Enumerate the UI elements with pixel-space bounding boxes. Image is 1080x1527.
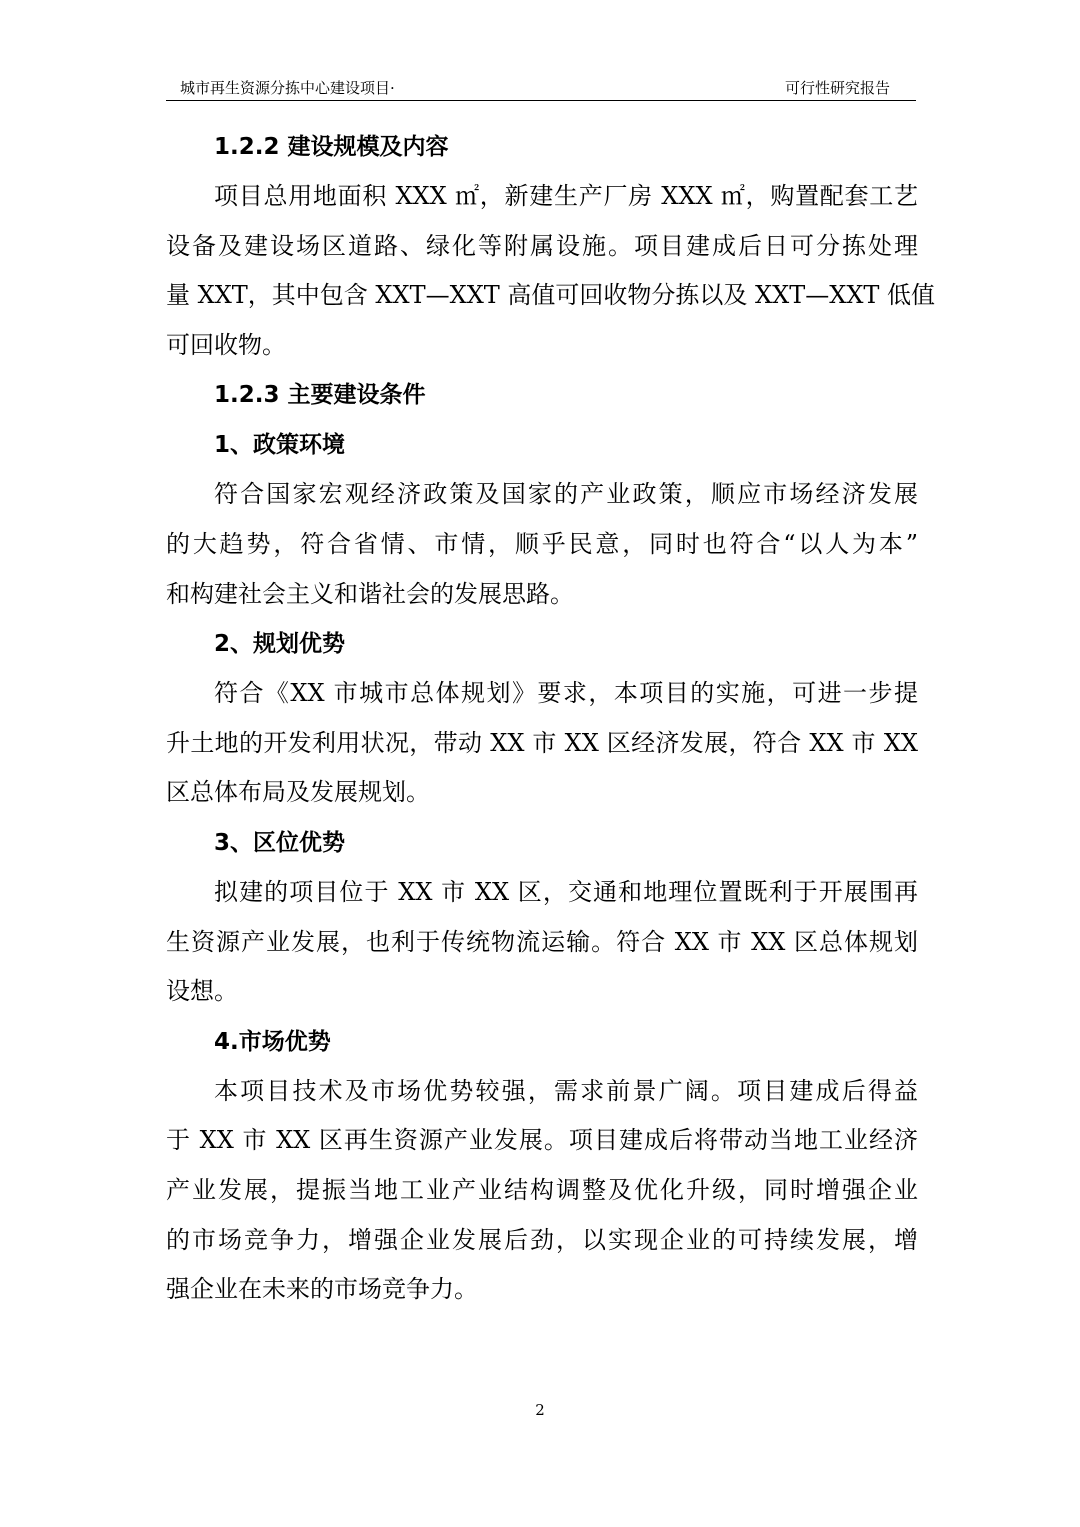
paragraph-location-advantage — [166, 868, 918, 1017]
paragraph-line: 的大趋势，符合省情、市情，顺乎民意，同时也符合“以人为本” — [166, 529, 918, 558]
paragraph-market-advantage — [166, 1067, 918, 1315]
document-body — [166, 122, 936, 1315]
header-project-title: 城市再生资源分拣中心建设项目· — [180, 79, 395, 97]
paragraph-line: 设想。 — [166, 977, 238, 1006]
subsection-heading-policy-environment: 1、政策环境 — [214, 432, 346, 459]
paragraph-line: 符合《XX 市城市总体规划》要求，本项目的实施，可进一步提 — [214, 679, 918, 708]
paragraph-line: 区总体布局及发展规划。 — [166, 778, 430, 807]
paragraph-planning-advantage — [166, 669, 918, 818]
subsection-heading-location-advantage: 3、区位优势 — [214, 829, 346, 856]
paragraph-line: 设备及建设场区道路、绿化等附属设施。项目建成后日可分拣处理 — [166, 231, 918, 260]
section-heading-construction-conditions: 1.2.3 主要建设条件 — [214, 382, 426, 409]
paragraph-line: 产业发展，提振当地工业产业结构调整及优化升级，同时增强企业 — [166, 1175, 918, 1204]
paragraph-line: 本项目技术及市场优势较强，需求前景广阔。项目建成后得益 — [214, 1076, 918, 1105]
header-report-type: 可行性研究报告 — [784, 79, 890, 97]
subsection-heading-market-advantage: 4.市场优势 — [214, 1028, 331, 1055]
paragraph-line: 项目总用地面积 XXX ㎡，新建生产厂房 XXX ㎡，购置配套工艺 — [214, 182, 918, 210]
paragraph-line: 于 XX 市 XX 区再生资源产业发展。项目建成后将带动当地工业经济 — [166, 1126, 918, 1155]
page-header — [166, 74, 916, 101]
paragraph-line: 可回收物。 — [166, 330, 286, 359]
page-number: 2 — [535, 1401, 545, 1419]
paragraph-line: 拟建的项目位于 XX 市 XX 区，交通和地理位置既利于开展围再 — [214, 877, 918, 906]
paragraph-line: 的市场竞争力，增强企业发展后劲，以实现企业的可持续发展，增 — [166, 1225, 918, 1254]
section-heading-scale-content: 1.2.2 建设规模及内容 — [214, 134, 449, 160]
paragraph-policy-environment — [166, 470, 918, 619]
paragraph-line: 升土地的开发利用状况，带动 XX 市 XX 区经济发展，符合 XX 市 XX — [166, 728, 918, 757]
paragraph-scale-content — [166, 172, 936, 370]
paragraph-line: 量 XXT，其中包含 XXT—XXT 高值可回收物分拣以及 XXT—XXT 低值 — [166, 281, 936, 310]
subsection-heading-planning-advantage: 2、规划优势 — [214, 631, 346, 658]
paragraph-line: 生资源产业发展，也利于传统物流运输。符合 XX 市 XX 区总体规划 — [166, 927, 918, 956]
paragraph-line: 强企业在未来的市场竞争力。 — [166, 1275, 478, 1304]
paragraph-line: 和构建社会主义和谐社会的发展思路。 — [166, 579, 574, 608]
paragraph-line: 符合国家宏观经济政策及国家的产业政策，顺应市场经济发展 — [214, 480, 918, 509]
